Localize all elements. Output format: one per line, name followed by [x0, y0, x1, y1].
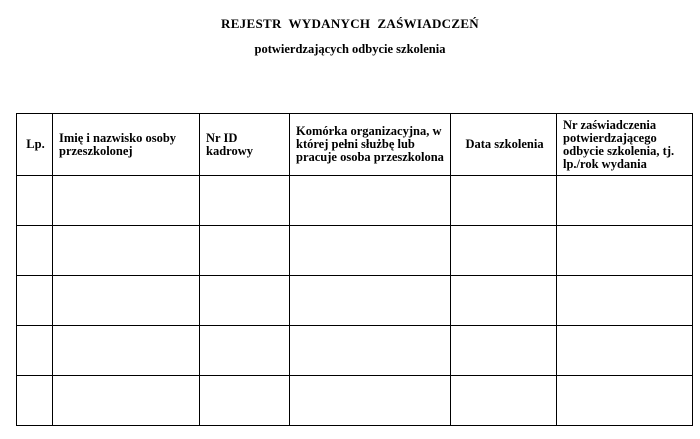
table-cell[interactable] [200, 176, 290, 226]
table-header-row [17, 114, 693, 176]
column-header-date: Data szkolenia [451, 114, 557, 176]
table-cell[interactable] [290, 326, 451, 376]
table-cell[interactable] [557, 326, 693, 376]
table-cell[interactable] [17, 326, 53, 376]
table-cell[interactable] [200, 326, 290, 376]
column-header-unit: Komórka organizacyjna, w której pełni służbę lub pracuje osoba przeszkolona [290, 114, 451, 176]
table-cell[interactable] [451, 226, 557, 276]
table-cell[interactable] [17, 226, 53, 276]
table-cell[interactable] [290, 226, 451, 276]
table-cell[interactable] [200, 226, 290, 276]
table-cell[interactable] [200, 276, 290, 326]
table-cell[interactable] [290, 276, 451, 326]
column-header-id: Nr ID kadrowy [200, 114, 290, 176]
table-cell[interactable] [290, 176, 451, 226]
table-cell[interactable] [17, 276, 53, 326]
column-header-name: Imię i nazwisko osoby przeszkolonej [53, 114, 200, 176]
table-row [17, 226, 693, 276]
table-cell[interactable] [53, 176, 200, 226]
table-row [17, 376, 693, 426]
table-row [17, 326, 693, 376]
table-cell[interactable] [451, 376, 557, 426]
table-cell[interactable] [451, 326, 557, 376]
table-row [17, 276, 693, 326]
table-cell[interactable] [557, 376, 693, 426]
table-cell[interactable] [17, 376, 53, 426]
table-cell[interactable] [53, 326, 200, 376]
table-cell[interactable] [290, 376, 451, 426]
register-table [16, 113, 693, 426]
table-row [17, 176, 693, 226]
table-cell[interactable] [53, 226, 200, 276]
column-header-certificate-no: Nr zaświadczenia potwierdzającego odbycie szkolenia, tj. lp./rok wydania [557, 114, 693, 176]
table-cell[interactable] [557, 176, 693, 226]
table-cell[interactable] [17, 176, 53, 226]
column-header-lp: Lp. [17, 114, 53, 176]
table-cell[interactable] [451, 276, 557, 326]
document-subtitle: potwierdzających odbycie szkolenia [254, 42, 446, 56]
table-cell[interactable] [53, 276, 200, 326]
table-cell[interactable] [200, 376, 290, 426]
table-cell[interactable] [557, 226, 693, 276]
table-cell[interactable] [53, 376, 200, 426]
table-cell[interactable] [451, 176, 557, 226]
table-cell[interactable] [557, 276, 693, 326]
document-title: REJESTR WYDANYCH ZAŚWIADCZEŃ [221, 16, 479, 31]
